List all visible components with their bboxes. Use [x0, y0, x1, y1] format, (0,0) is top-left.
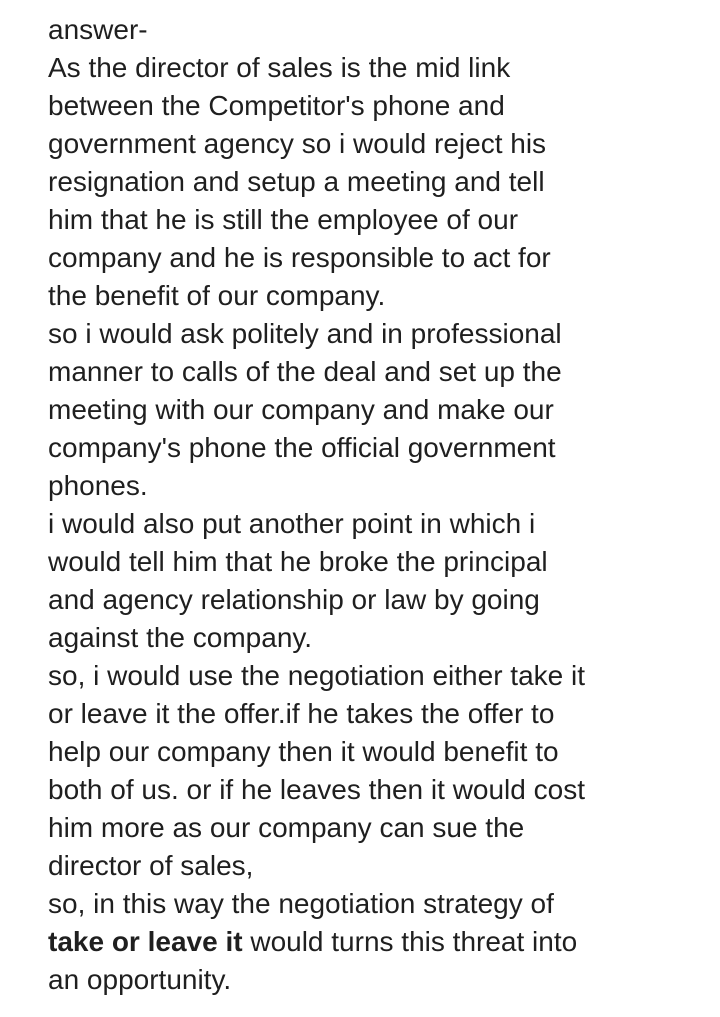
- paragraph-call-off-deal: so i would ask politely and in professional manner to calls of the deal and set up the meeting with our company and make our company's phone the official government phones.: [48, 318, 562, 501]
- conclusion-intro-text: so, in this way the negotiation strategy of: [48, 888, 554, 919]
- answer-heading: answer-: [48, 14, 148, 45]
- paragraph-take-or-leave-offer: so, i would use the negotiation either take it or leave it the offer.if he takes the offer to help our company then it would benefit to both of us. or if he leaves then it would cost him more as our company can sue the director of sales,: [48, 660, 586, 881]
- strategy-name-bold: take or leave it: [48, 926, 243, 957]
- conclusion-rest-text: would turns this threat into an opportunity.: [48, 926, 578, 995]
- paragraph-conclusion: [48, 885, 688, 999]
- answer-document: [48, 11, 688, 999]
- paragraph-agency-relationship: i would also put another point in which i would tell him that he broke the principal and agency relationship or law by going against the company.: [48, 508, 548, 653]
- paragraph-reject-resignation: As the director of sales is the mid link between the Competitor's phone and government agency so i would reject his resignation and setup a meeting and tell him that he is still the employee of our company and he is responsible to act for the benefit of our company.: [48, 52, 551, 311]
